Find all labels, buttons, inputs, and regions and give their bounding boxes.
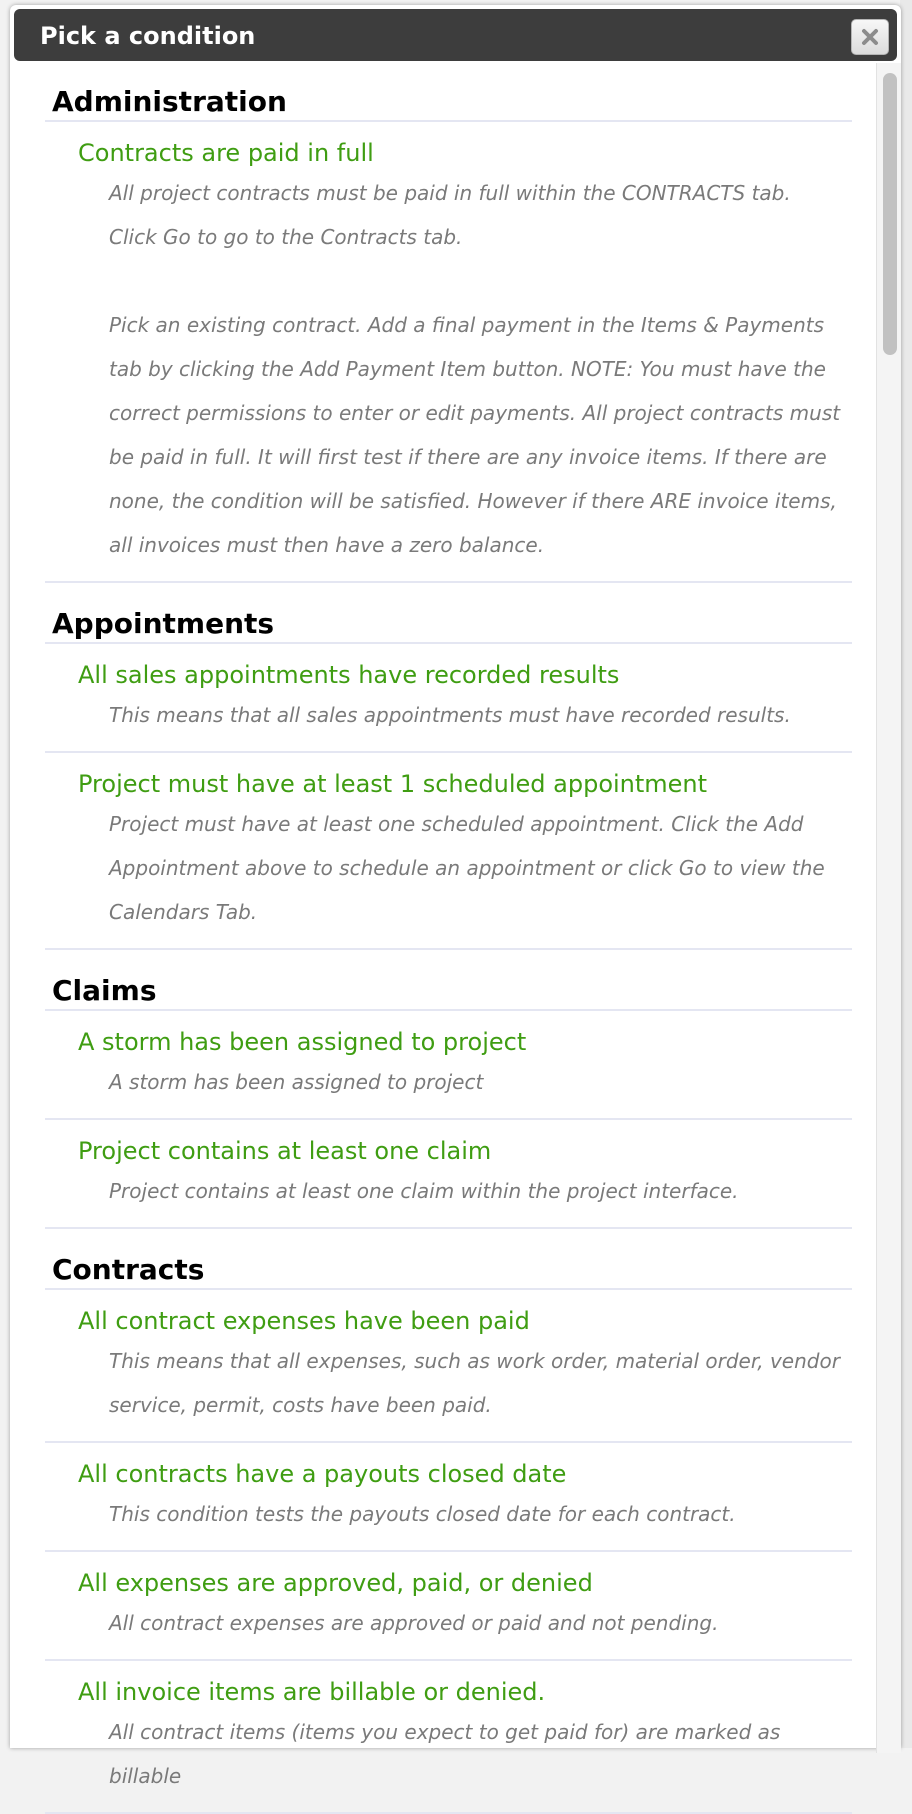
conditions-scroll-area[interactable] [10, 61, 901, 1788]
condition-link[interactable]: All contracts have a payouts closed date [78, 1460, 567, 1488]
condition-description: All contract items (items you expect to get paid for) are marked as billable [109, 1720, 781, 1788]
condition-description: This means that all sales appointments must have recorded results. [109, 703, 791, 727]
condition-link[interactable]: All contract expenses have been paid [78, 1307, 530, 1335]
condition-item [45, 753, 852, 950]
category-title: Appointments [52, 607, 275, 640]
scrollbar[interactable] [876, 63, 901, 1753]
page-backdrop [900, 0, 912, 1748]
condition-item [45, 1120, 852, 1229]
close-button[interactable] [851, 19, 889, 55]
pick-condition-dialog [10, 5, 901, 1788]
category-header [45, 61, 852, 122]
condition-item [45, 1011, 852, 1120]
dialog-title: Pick a condition [40, 22, 256, 50]
condition-item [45, 644, 852, 753]
condition-link[interactable]: Contracts are paid in full [78, 139, 374, 167]
condition-link[interactable]: All expenses are approved, paid, or denied [78, 1569, 593, 1597]
category-header [45, 583, 852, 644]
condition-description: A storm has been assigned to project [109, 1070, 484, 1094]
condition-description: All project contracts must be paid in full within the CONTRACTS tab. Click Go to go to the Contracts tab. Pick an existing contract. Add a final payment in the Items & Payments tab by clicking the Add Payment Item button. NOTE: You must have the correct permissions to enter or edit payments. All project contracts must be paid in full. It will first test if there are any invoice items. If there are none, the condition will be satisfied. However if there ARE invoice items, all invoices must then have a zero balance. [109, 181, 841, 557]
close-icon [860, 27, 880, 47]
condition-description: This condition tests the payouts closed date for each contract. [109, 1502, 736, 1526]
condition-item [45, 1661, 852, 1814]
condition-item [45, 1290, 852, 1443]
condition-link[interactable]: Project contains at least one claim [78, 1137, 492, 1165]
category-header [45, 950, 852, 1011]
condition-link[interactable]: All sales appointments have recorded results [78, 661, 620, 689]
category-title: Contracts [52, 1253, 205, 1286]
scrollbar-thumb[interactable] [883, 73, 897, 355]
condition-description: All contract expenses are approved or paid and not pending. [109, 1611, 719, 1635]
condition-description: This means that all expenses, such as work order, material order, vendor service, permit, costs have been paid. [109, 1349, 840, 1417]
condition-link[interactable]: All invoice items are billable or denied. [78, 1678, 546, 1706]
condition-description: Project contains at least one claim within the project interface. [109, 1179, 739, 1203]
condition-link[interactable]: Project must have at least 1 scheduled appointment [78, 770, 708, 798]
dialog-titlebar [14, 9, 897, 61]
condition-list [45, 61, 852, 1814]
category-title: Administration [52, 85, 287, 118]
category-header [45, 1229, 852, 1290]
condition-description: Project must have at least one scheduled appointment. Click the Add Appointment above to schedule an appointment or click Go to view the Calendars Tab. [109, 812, 825, 924]
condition-item [45, 1443, 852, 1552]
category-title: Claims [52, 974, 157, 1007]
condition-link[interactable]: A storm has been assigned to project [78, 1028, 527, 1056]
condition-item [45, 1552, 852, 1661]
condition-item [45, 122, 852, 583]
